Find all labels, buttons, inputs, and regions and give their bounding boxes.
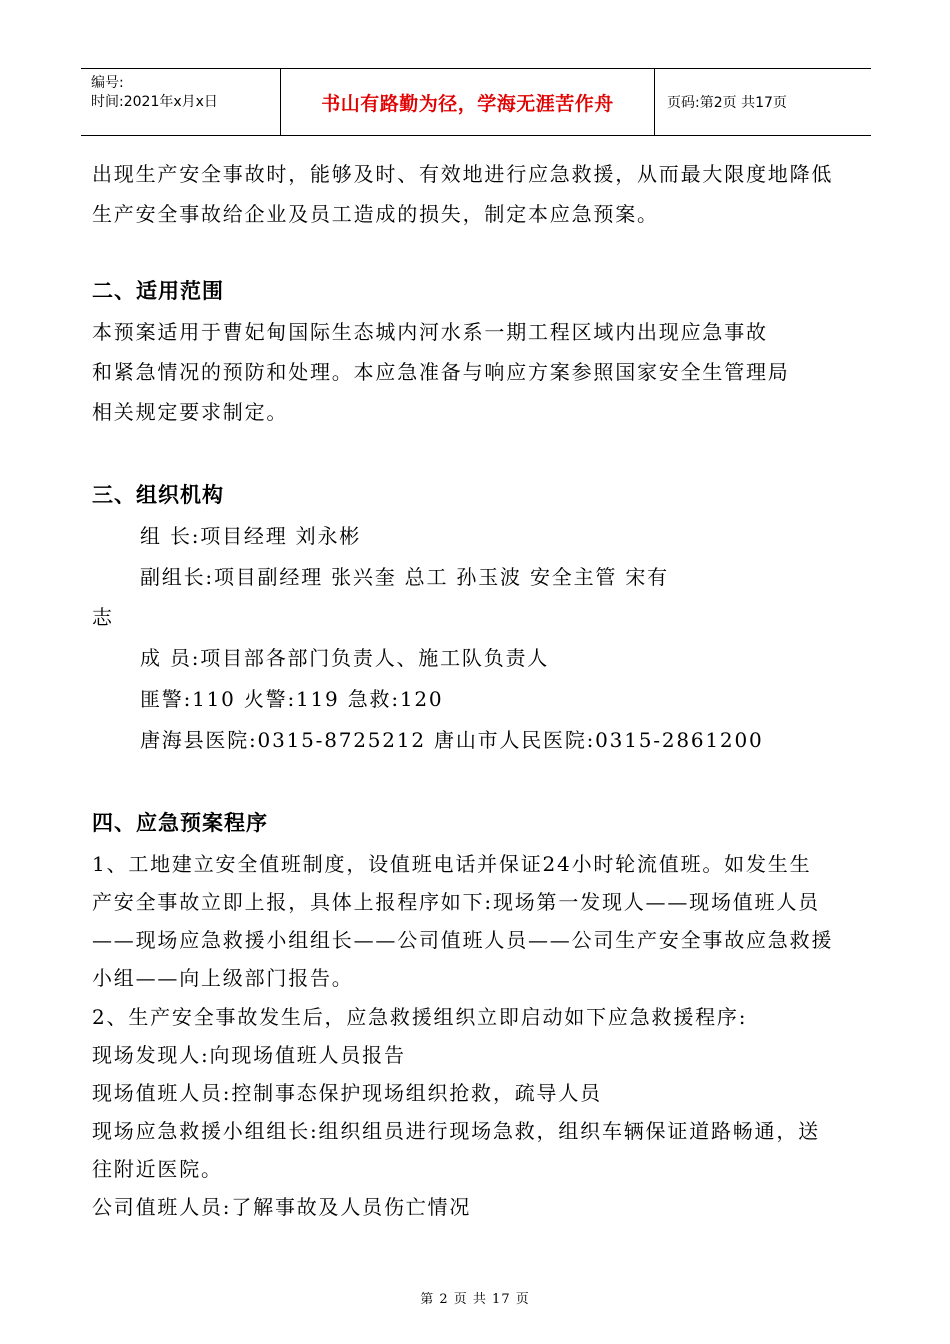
section-4-line: 现场应急救援小组组长:组织组员进行现场急救，组织车辆保证道路畅通，送 <box>92 1119 820 1143</box>
section-4-line: ——现场应急救援小组组长——公司值班人员——公司生产安全事故应急救援 <box>92 928 834 952</box>
section-4-line: 2、生产安全事故发生后，应急救援组织立即启动如下应急救援程序: <box>92 1005 748 1029</box>
section-2-line: 相关规定要求制定。 <box>92 400 289 424</box>
motto-text: 书山有路勤为径，学海无涯苦作舟 <box>321 92 614 115</box>
header-meta <box>81 69 281 135</box>
section-4-line: 小组——向上级部门报告。 <box>92 966 354 990</box>
org-members: 成 员:项目部各部门负责人、施工队负责人 <box>140 646 550 670</box>
section-4-line: 往附近医院。 <box>92 1157 223 1181</box>
page-header <box>81 68 871 136</box>
number-label: 编号: <box>91 75 124 91</box>
date-label: 时间:2021年x月x日 <box>91 94 218 110</box>
org-deputy: 副组长:项目副经理 张兴奎 总工 孙玉波 安全主管 宋有 <box>140 565 669 589</box>
header-motto <box>281 69 655 135</box>
section-4-line: 1、工地建立安全值班制度，设值班电话并保证24小时轮流值班。如发生生 <box>92 852 812 876</box>
page-label: 页码:第2页 共17页 <box>667 95 787 111</box>
hospital-numbers: 唐海县医院:0315-8725212 唐山市人民医院:0315-2861200 <box>140 728 764 752</box>
section-2-line: 本预案适用于曹妃甸国际生态城内河水系一期工程区域内出现应急事故 <box>92 320 768 344</box>
section-4-line: 公司值班人员:了解事故及人员伤亡情况 <box>92 1195 472 1219</box>
section-3-title: 三、组织机构 <box>92 483 224 507</box>
org-deputy-cont: 志 <box>92 605 114 629</box>
page-footer: 第 2 页 共 17 页 <box>420 1292 530 1307</box>
intro-line: 生产安全事故给企业及员工造成的损失，制定本应急预案。 <box>92 202 659 226</box>
section-4-line: 产安全事故立即上报，具体上报程序如下:现场第一发现人——现场值班人员 <box>92 890 820 914</box>
intro-line: 出现生产安全事故时，能够及时、有效地进行应急救援，从而最大限度地降低 <box>92 162 834 186</box>
org-leader: 组 长:项目经理 刘永彬 <box>140 524 362 548</box>
section-4-line: 现场值班人员:控制事态保护现场组织抢救，疏导人员 <box>92 1081 602 1105</box>
header-page <box>655 69 871 135</box>
section-2-title: 二、适用范围 <box>92 279 224 303</box>
section-2-line: 和紧急情况的预防和处理。本应急准备与响应方案参照国家安全生管理局 <box>92 360 790 384</box>
section-4-title: 四、应急预案程序 <box>92 811 268 835</box>
emergency-numbers: 匪警:110 火警:119 急救:120 <box>140 687 444 711</box>
section-4-line: 现场发现人:向现场值班人员报告 <box>92 1043 406 1067</box>
